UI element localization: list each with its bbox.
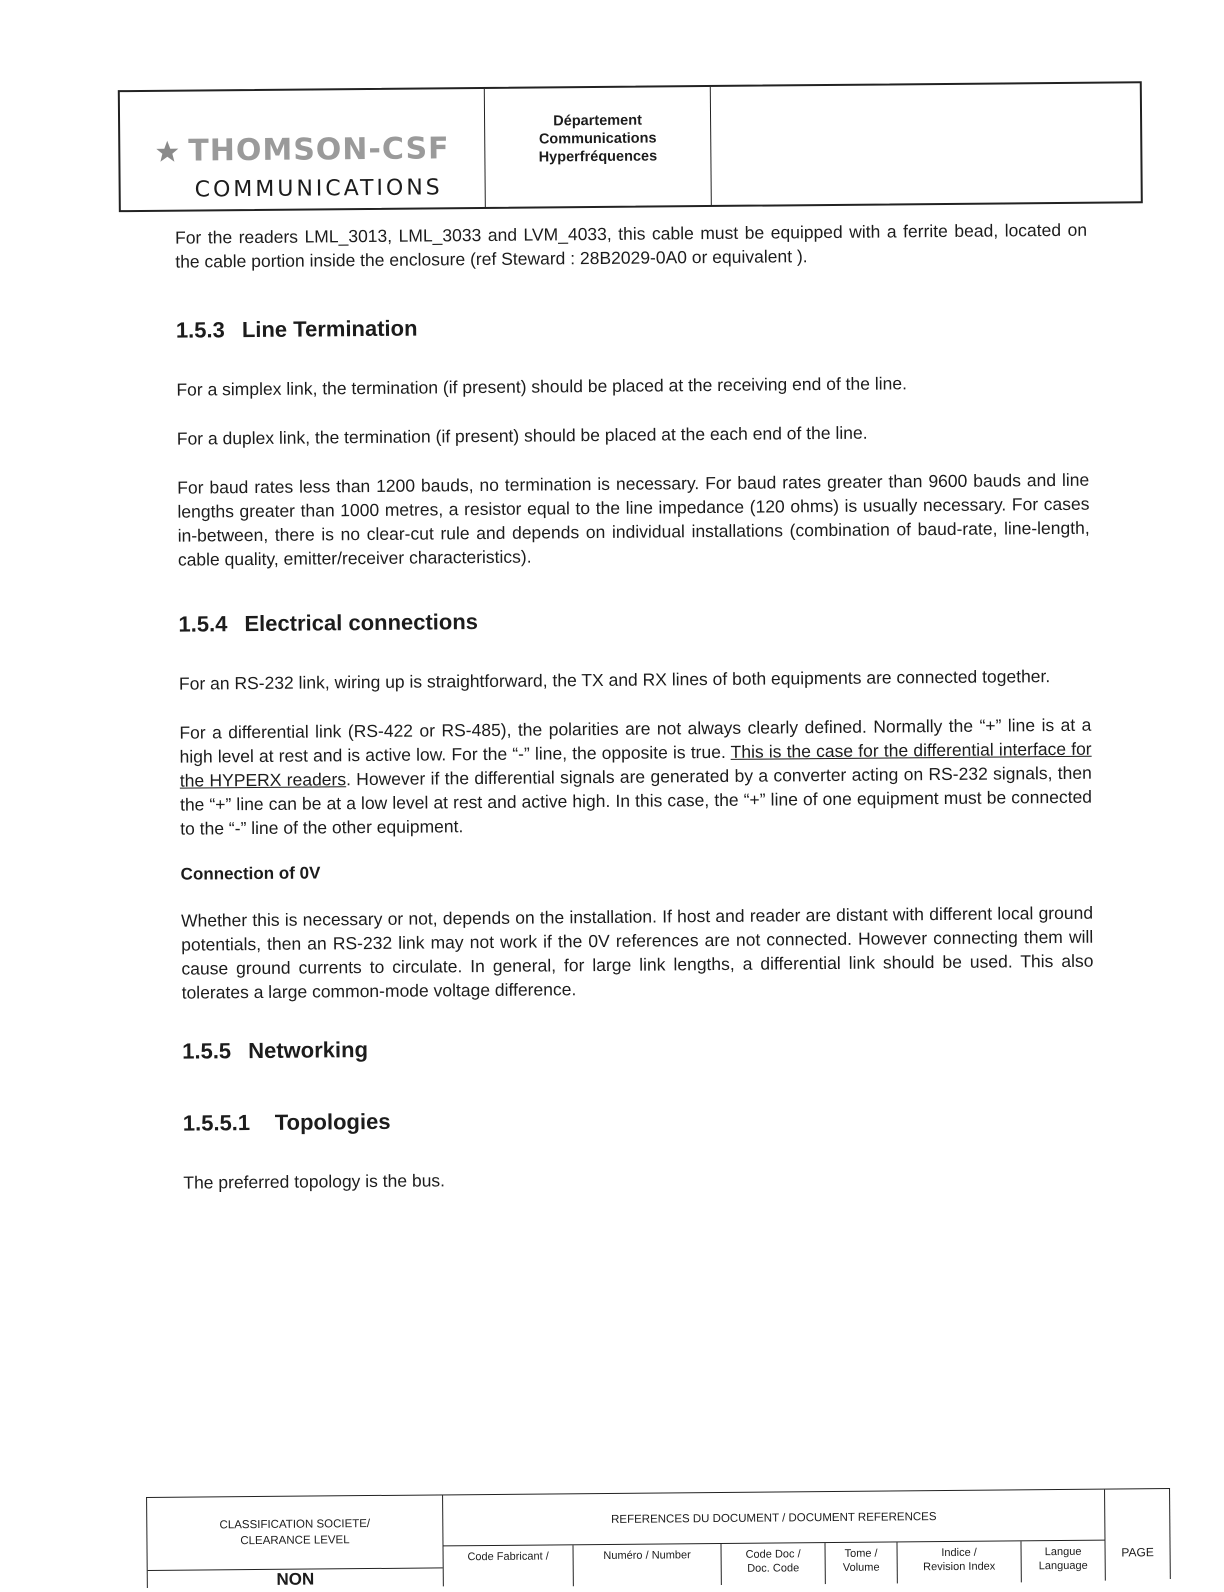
document-header [118,81,1143,212]
department-line: Département [553,112,642,130]
subheading-connection-0v: Connection of 0V [180,863,321,884]
classification-label: CLASSIFICATION SOCIETE/ [219,1518,371,1532]
intro-paragraph: For the readers LML_3013, LML_3033 and LVM_4033, this cable must be equipped with a ferrite bead, located on the cable portion inside the enclosure (ref Steward : 28B2029-0A0 or equivalent ). [174,219,1088,272]
paragraph: Whether this is necessary or not, depends on the installation. If host and reader are distant with different local ground potentials, then an RS-232 link may not work if the 0V references are not connected. However connecting them will cause ground currents to circulate. In general, for large link lengths, a differential link should be used. This also tolerates a large common-mode voltage difference. [180,902,1094,1003]
department-line: Communications [538,130,657,148]
paragraph: For a differential link (RS-422 or RS-485), the polarities are not always clearly defined. Normally the “+” line is at a high level at rest and is active low. For the “-” line, the opposite is true. This is the case for the differential interface for the HYPERX readers. However if the differential signals are generated by a converter acting on RS-232 signals, then the “+” line can be at a low level at rest and active high. In this case, the “+” line of one equipment must be connected to the “-” line of the other equipment. [179,714,1093,839]
paragraph: For an RS-232 link, wiring up is straightforward, the TX and RX lines of both equipments are connected together. [178,666,1051,694]
page-cell [1105,1489,1170,1581]
paragraph: For baud rates less than 1200 bauds, no termination is necessary. For baud rates greater than 9600 bauds and line lengths greater than 1000 metres, a resistor equal to the line impedance (120 ohms) is usually necessary. For cases in-between, there is no clear-cut rule and depends on individual installations (combination of baud-rate, line-length, cable quality, emitter/receiver characteristics). [177,469,1090,570]
company-logo [120,89,486,210]
references-title: REFERENCES DU DOCUMENT / DOCUMENT REFERENCES [611,1511,937,1526]
paragraph: For a duplex link, the termination (if present) should be placed at the each end of the line. [176,422,868,449]
ref-col-indice: Indice / Revision Index [897,1541,1021,1583]
brand-subtitle: COMMUNICATIONS [194,175,443,203]
ref-col-langue: Langue Language [1038,1545,1088,1573]
page-label: PAGE [1121,1545,1154,1560]
underlined-text: This is the case for the differential interface for the HYPERX readers [179,738,1092,791]
section-heading-1-5-5-1: 1.5.5.1 Topologies [182,1108,391,1136]
department-cell [485,87,712,207]
ref-col-code-fabricant: Code Fabricant / [444,1545,574,1587]
section-heading-1-5-3: 1.5.3 Line Termination [175,315,418,343]
paragraph: For a simplex link, the termination (if present) should be placed at the receiving end of the line. [176,373,907,400]
ref-col-code-doc: Code Doc / Doc. Code [721,1543,825,1585]
document-references [443,1490,1106,1587]
classification-cell [147,1495,444,1589]
classification-value: NON [148,1567,443,1591]
brand-name: THOMSON-CSF [188,131,450,169]
header-blank-cell [711,83,1141,205]
paragraph: The preferred topology is the bus. [183,1170,446,1193]
clearance-label: CLEARANCE LEVEL [240,1534,350,1548]
ref-col-tome: Tome / Volume [825,1542,897,1584]
section-heading-1-5-4: 1.5.4 Electrical connections [178,609,479,637]
ref-col-numero: Numéro / Number [574,1544,722,1586]
department-line: Hyperfréquences [538,148,658,166]
thomson-logo-icon [154,138,180,164]
section-heading-1-5-5: 1.5.5 Networking [182,1037,369,1064]
document-body [175,218,1095,1195]
document-footer [146,1488,1171,1588]
